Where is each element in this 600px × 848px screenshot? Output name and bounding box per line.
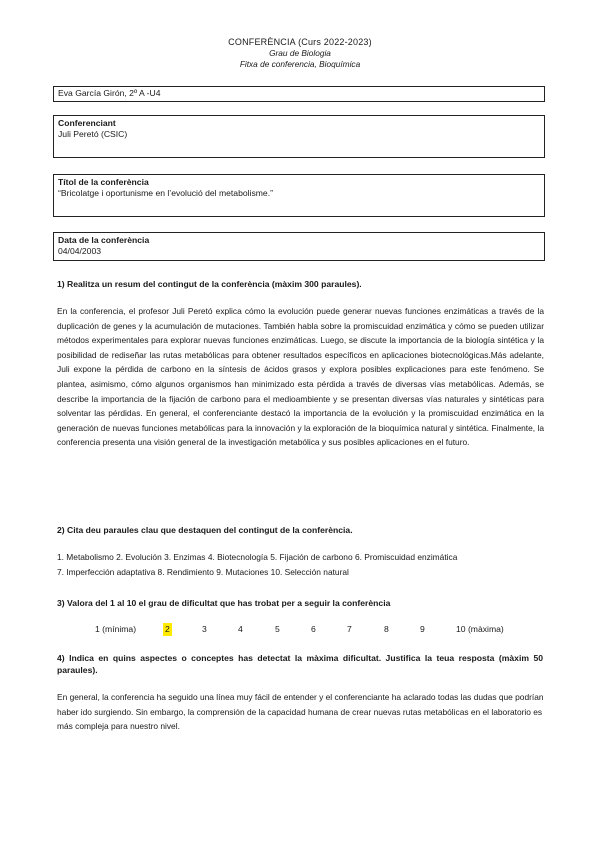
scale-option-5: 5 bbox=[275, 624, 280, 634]
document-title: CONFERÈNCIA (Curs 2022-2023) bbox=[228, 37, 372, 47]
difficulty-scale bbox=[0, 623, 600, 637]
answer-4: En general, la conferencia ha seguido una línea muy fácil de entender y el conferenciante ha aclarado todas las dudas que podrían haber ido surgiendo. Sin embargo, la comprensión de la capacidad humana de crear nuevas rutas metabólicas en el laboratorio es más compleja para nuestro nivel. bbox=[57, 692, 544, 732]
scale-option-10: 10 (màxima) bbox=[456, 624, 504, 634]
talk-title-value: “Bricolatge i oportunisme en l’evolució del metabolisme.” bbox=[58, 188, 273, 198]
speaker-value: Juli Peretó (CSIC) bbox=[58, 129, 128, 139]
keywords-line-2: 7. Imperfección adaptativa 8. Rendimiento 9. Mutaciones 10. Selección natural bbox=[57, 566, 349, 577]
scale-option-1: 1 (mínima) bbox=[95, 624, 137, 634]
student-name: Eva García Girón, 2º A -U4 bbox=[58, 88, 161, 98]
document-header bbox=[0, 36, 600, 70]
scale-option-3: 3 bbox=[202, 624, 207, 634]
question-1: 1) Realitza un resum del contingut de la conferència (màxim 300 paraules). bbox=[57, 279, 362, 289]
speaker-label: Conferenciant bbox=[58, 118, 116, 128]
question-3: 3) Valora del 1 al 10 el grau de dificultat que has trobat per a seguir la conferència bbox=[57, 598, 391, 608]
talk-title-field bbox=[53, 174, 545, 217]
keywords-line-1: 1. Metabolismo 2. Evolución 3. Enzimas 4. Biotecnología 5. Fijación de carbono 6. Promiscuidad enzimática bbox=[57, 552, 458, 562]
scale-option-7: 7 bbox=[347, 624, 352, 634]
talk-title-label: Títol de la conferència bbox=[58, 177, 149, 187]
scale-option-6: 6 bbox=[311, 624, 316, 634]
question-4: 4) Indica en quins aspectes o conceptes has detectat la màxima dificultat. Justifica la teua resposta (màxim 50 paraules). bbox=[57, 653, 543, 675]
degree-name: Grau de Biologia bbox=[269, 48, 331, 58]
sheet-name: Fitxa de conferencia, Bioquímica bbox=[239, 59, 361, 69]
talk-date-field bbox=[53, 232, 545, 261]
answer-2 bbox=[57, 550, 544, 579]
talk-date-label: Data de la conferència bbox=[58, 235, 150, 245]
question-2: 2) Cita deu paraules clau que destaquen del contingut de la conferència. bbox=[57, 525, 353, 535]
talk-date-value: 04/04/2003 bbox=[58, 246, 102, 256]
student-field bbox=[53, 86, 545, 102]
scale-option-2: 2 bbox=[165, 624, 170, 634]
scale-option-8: 8 bbox=[384, 624, 389, 634]
speaker-field bbox=[53, 115, 545, 158]
scale-option-9: 9 bbox=[420, 624, 425, 634]
scale-option-4: 4 bbox=[238, 624, 243, 634]
answer-1: En la conferencia, el profesor Juli Peretó explica cómo la evolución puede generar nuevas funciones enzimáticas a través de la duplicación de genes y la acumulación de mutaciones. También habla sobre la promiscuidad enzimática y cómo se pueden utilizar métodos experimentales para explorar nuevas funciones enzimáticas. Luego, se discute la importancia de la biología sintética y la posibilidad de rediseñar las rutas metabólicas para obtener resultados específicos en aplicaciones biotecnológicas.Más adelante, Juli expone la pérdida de carbono en la síntesis de ácidos grasos y explora posibles explicaciones para este fenómeno. Se plantea, asimismo, cómo algunos organismos han minimizado esta pérdida a través de diversas vías metabólicas. Además, se describe la importancia de la fijación de carbono para el medioambiente y se presentan diversas vías naturales y sintéticas para solventar las pérdidas. En general, el conferenciante destacó la importancia de la evolución y la promiscuidad enzimática en la generación de nuevas funciones metabólicas para la innovación y la exploración de la bioquímica natural y sintética. Finalmente, la conferencia presenta una visión general de la investigación metabólica y sus posibles aplicaciones en el futuro. bbox=[57, 306, 544, 448]
